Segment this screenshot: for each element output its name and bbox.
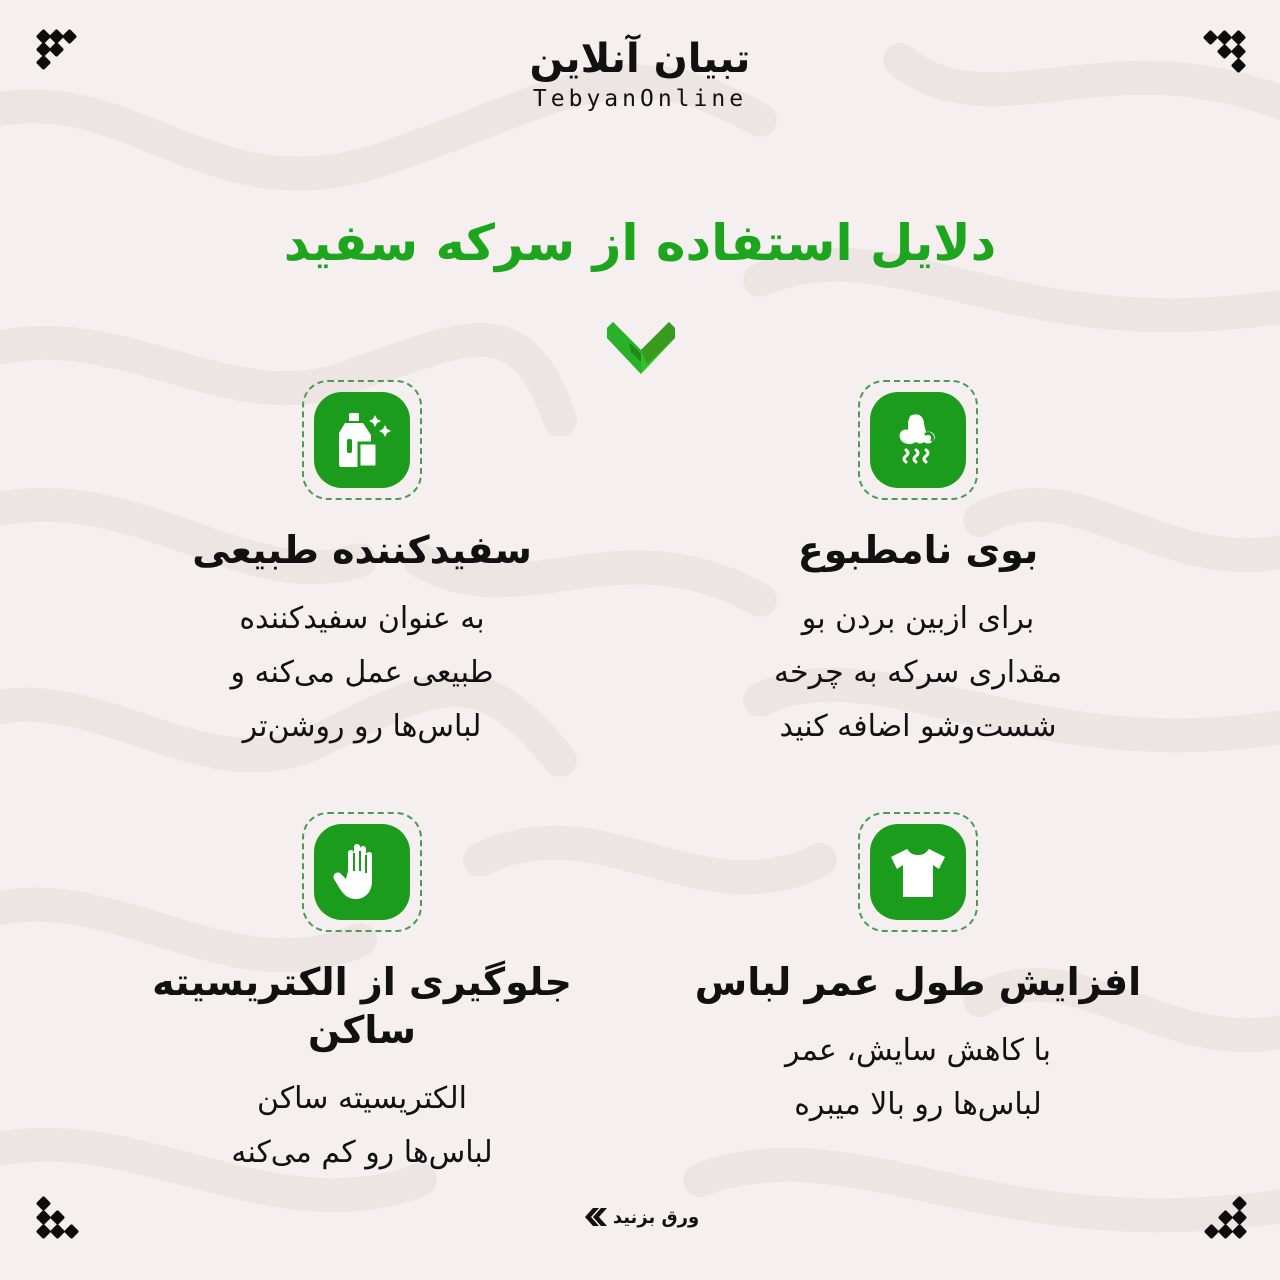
- card-title: افزایش طول عمر لباس: [694, 960, 1142, 1004]
- description-line: به عنوان سفیدکننده: [239, 601, 485, 636]
- description-line: مقداری سرکه به چرخه: [773, 655, 1063, 690]
- description-line: لباس‌ها رو روشن‌تر: [242, 709, 482, 744]
- card-static-electricity: [102, 812, 622, 1180]
- card-natural-bleach: [102, 380, 622, 754]
- card-description: [658, 1024, 1178, 1132]
- brand-logo: [0, 36, 1280, 112]
- card-clothing-lifespan: [658, 812, 1178, 1132]
- description-line: طبیعی عمل می‌کنه و: [230, 655, 494, 690]
- icon-tile: [314, 824, 410, 920]
- swipe-label: ورق بزنید: [612, 1206, 700, 1228]
- card-title: جلوگیری از الکتریسیته ساکن: [152, 960, 572, 1052]
- icon-frame: [302, 380, 422, 500]
- icon-frame: [858, 812, 978, 932]
- card-bad-smell: [658, 380, 1178, 754]
- description-line: با کاهش سایش، عمر: [785, 1033, 1051, 1068]
- tshirt-icon: [887, 841, 949, 903]
- hand-stop-icon: [332, 841, 392, 903]
- icon-tile: [314, 392, 410, 488]
- description-line: لباس‌ها رو بالا میبره: [794, 1087, 1042, 1122]
- page-title: دلایل استفاده از سرکه سفید: [283, 214, 997, 272]
- card-description: [102, 1072, 622, 1180]
- card-description: [102, 592, 622, 754]
- card-title: سفیدکننده طبیعی: [192, 528, 532, 572]
- card-title: بوی نامطبوع: [797, 528, 1039, 572]
- icon-tile: [870, 824, 966, 920]
- description-line: لباس‌ها رو کم می‌کنه: [231, 1135, 493, 1170]
- description-line: شست‌وشو اضافه کنید: [779, 709, 1057, 744]
- nose-smell-icon: [888, 410, 948, 470]
- brand-name-english: TebyanOnline: [532, 86, 748, 112]
- description-line: برای ازبین بردن بو: [801, 601, 1035, 636]
- icon-frame: [858, 380, 978, 500]
- double-chevron-left-icon: [581, 1206, 607, 1228]
- cleaning-bottle-icon: [331, 409, 393, 471]
- swipe-hint[interactable]: [0, 1206, 1280, 1228]
- icon-frame: [302, 812, 422, 932]
- brand-name-persian: تبیان آنلاین: [529, 36, 751, 82]
- icon-tile: [870, 392, 966, 488]
- card-description: [658, 592, 1178, 754]
- description-line: الکتریسیته ساکن: [257, 1081, 467, 1116]
- chevron-down-icon: [603, 318, 679, 378]
